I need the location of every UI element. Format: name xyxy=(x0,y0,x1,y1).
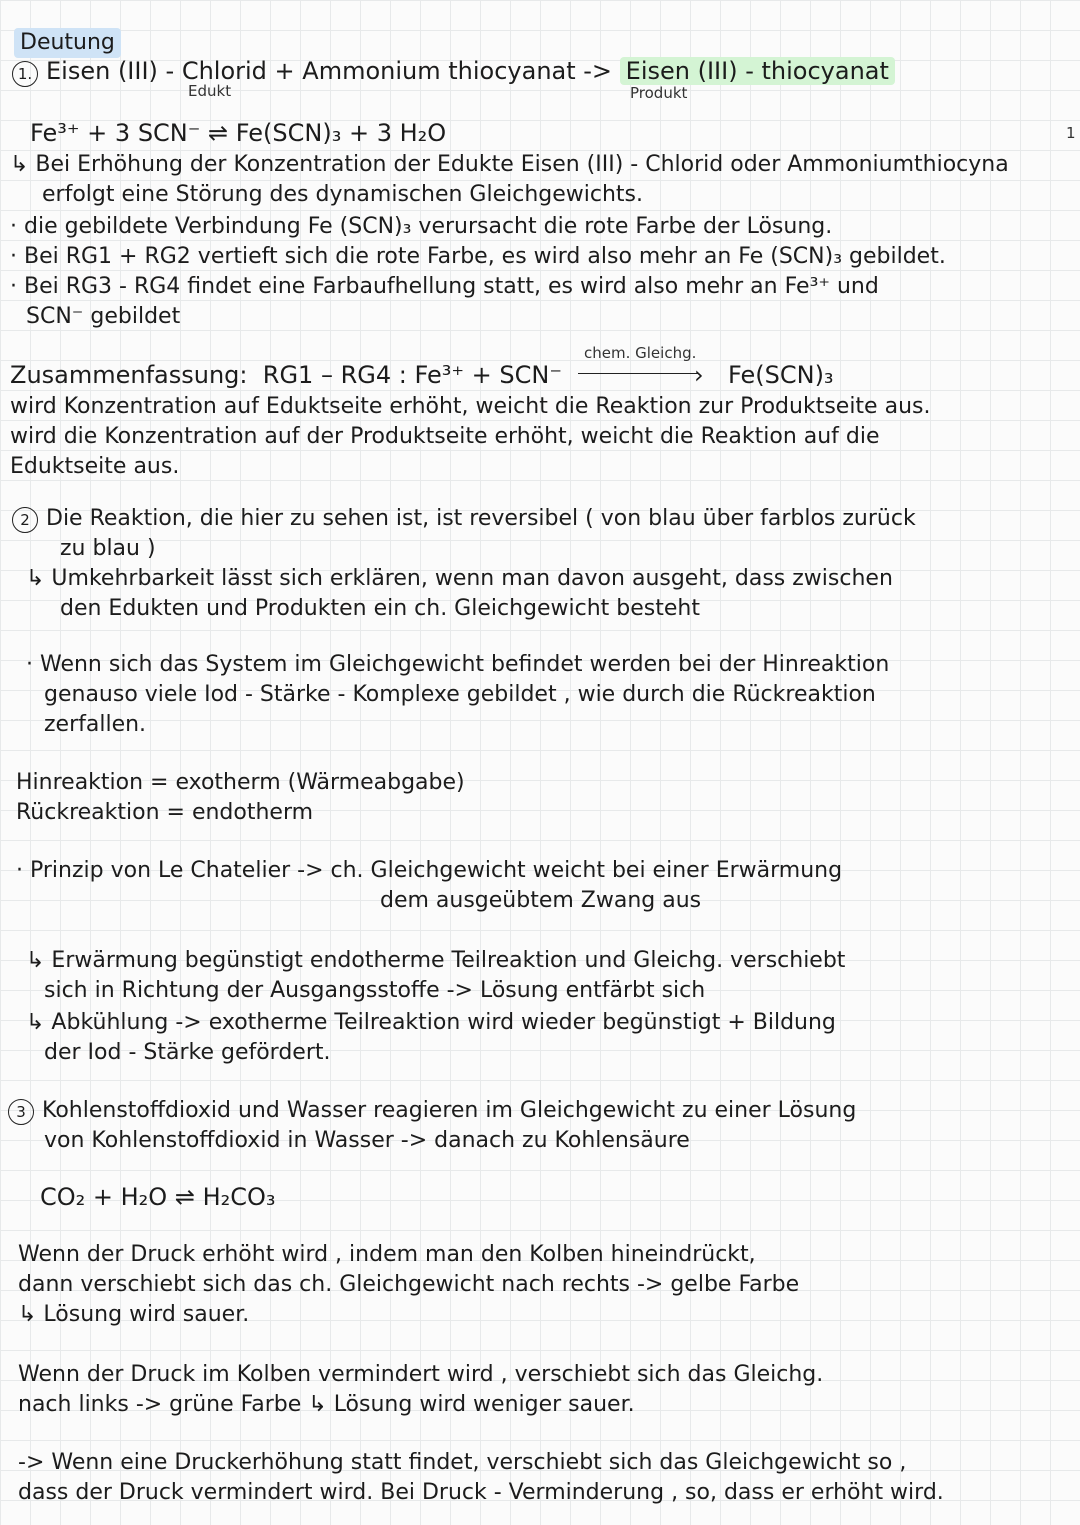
s1-line: erfolgt eine Störung des dynamischen Gleichgewichts. xyxy=(42,182,643,207)
summary-line: Eduktseite aus. xyxy=(10,454,180,479)
section-1-reaction xyxy=(12,56,895,87)
s1-line: ↳ Bei Erhöhung der Konzentration der Edukte Eisen (III) - Chlorid oder Ammoniumthiocyna xyxy=(10,152,1009,177)
s3-line: -> Wenn eine Druckerhöhung statt findet, verschiebt sich das Gleichgewicht so , xyxy=(18,1450,907,1475)
s2-line: genauso viele Iod - Stärke - Komplexe gebildet , wie durch die Rückreaktion xyxy=(44,682,876,707)
arrow-head: › xyxy=(694,361,704,389)
section-2-number: 2 xyxy=(12,507,38,533)
s2-line: der Iod - Stärke gefördert. xyxy=(44,1040,331,1065)
s3-line: ↳ Lösung wird sauer. xyxy=(18,1302,250,1327)
s1-line: · Bei RG3 - RG4 findet eine Farbaufhellung statt, es wird also mehr an Fe³⁺ und xyxy=(10,274,879,299)
s2-line: · Prinzip von Le Chatelier -> ch. Gleichgewicht weicht bei einer Erwärmung xyxy=(16,858,843,883)
s3-line: Wenn der Druck im Kolben vermindert wird , verschiebt sich das Gleichg. xyxy=(18,1362,824,1387)
s2-line: sich in Richtung der Ausgangsstoffe -> Lösung entfärbt sich xyxy=(44,978,706,1003)
s2-line: zu blau ) xyxy=(60,536,156,561)
s2-line: · Wenn sich das System im Gleichgewicht befindet werden bei der Hinreaktion xyxy=(26,652,890,677)
section-3-number: 3 xyxy=(8,1099,34,1125)
s2-line: Hinreaktion = exotherm (Wärmeabgabe) xyxy=(16,770,465,795)
s3-line: Kohlenstoffdioxid und Wasser reagieren im Gleichgewicht zu einer Lösung xyxy=(42,1098,857,1123)
s2-line: ↳ Abkühlung -> exotherme Teilreaktion wird wieder begünstigt + Bildung xyxy=(26,1010,836,1035)
s3-line: dann verschiebt sich das ch. Gleichgewicht nach rechts -> gelbe Farbe xyxy=(18,1272,800,1297)
summary-line: wird Konzentration auf Eduktseite erhöht, weicht die Reaktion zur Produktseite aus. xyxy=(10,394,931,419)
s2-line: Die Reaktion, die hier zu sehen ist, ist reversibel ( von blau über farblos zurück xyxy=(46,506,916,531)
s2-line: ↳ Erwärmung begünstigt endotherme Teilreaktion und Gleichg. verschiebt xyxy=(26,948,846,973)
equilibrium-arrow xyxy=(578,373,698,374)
product-name: Eisen (III) - thiocyanat xyxy=(620,57,895,85)
s1-line: SCN⁻ gebildet xyxy=(26,304,181,329)
summary-lead: Zusammenfassung: xyxy=(10,361,248,389)
s3-line: dass der Druck vermindert wird. Bei Druck - Verminderung , so, dass er erhöht wird. xyxy=(18,1480,944,1505)
product-label: Produkt xyxy=(630,84,688,102)
s3-line: nach links -> grüne Farbe ↳ Lösung wird weniger sauer. xyxy=(18,1392,635,1417)
s3-first-line xyxy=(8,1096,856,1126)
s2-line: ↳ Umkehrbarkeit lässt sich erklären, wenn man davon ausgeht, dass zwischen xyxy=(26,566,893,591)
summary-equation xyxy=(10,360,562,390)
s2-line: zerfallen. xyxy=(44,712,147,737)
carbonic-acid-equation: CO₂ + H₂O ⇌ H₂CO₃ xyxy=(40,1183,276,1211)
s1-line: · Bei RG1 + RG2 vertieft sich die rote Farbe, es wird also mehr an Fe (SCN)₃ gebildet. xyxy=(10,244,946,269)
s2-line: Rückreaktion = endotherm xyxy=(16,800,314,825)
equilibrium-arrow-label: chem. Gleichg. xyxy=(584,344,697,362)
educt-label: Edukt xyxy=(188,82,232,100)
summary-equation-right: Fe(SCN)₃ xyxy=(728,361,834,389)
s3-line: von Kohlenstoffdioxid in Wasser -> danach zu Kohlensäure xyxy=(44,1128,690,1153)
section-1-number: 1. xyxy=(12,61,38,87)
s2-first-line xyxy=(12,504,916,534)
s3-line: Wenn der Druck erhöht wird , indem man den Kolben hineindrückt, xyxy=(18,1242,756,1267)
s2-line: den Edukten und Produkten ein ch. Gleichgewicht besteht xyxy=(60,596,700,621)
s2-line: dem ausgeübtem Zwang aus xyxy=(380,888,702,913)
s1-line: · die gebildete Verbindung Fe (SCN)₃ verursacht die rote Farbe der Lösung. xyxy=(10,214,833,239)
ionic-equation: Fe³⁺ + 3 SCN⁻ ⇌ Fe(SCN)₃ + 3 H₂O xyxy=(30,119,447,147)
summary-line: wird die Konzentration auf der Produktseite erhöht, weicht die Reaktion auf die xyxy=(10,424,880,449)
reaction-word-equation: Eisen (III) - Chlorid + Ammonium thiocyanat -> xyxy=(46,57,620,85)
margin-mark: 1 xyxy=(1066,124,1076,142)
summary-equation-left: RG1 – RG4 : Fe³⁺ + SCN⁻ xyxy=(262,361,562,389)
page-heading: Deutung xyxy=(14,28,121,58)
